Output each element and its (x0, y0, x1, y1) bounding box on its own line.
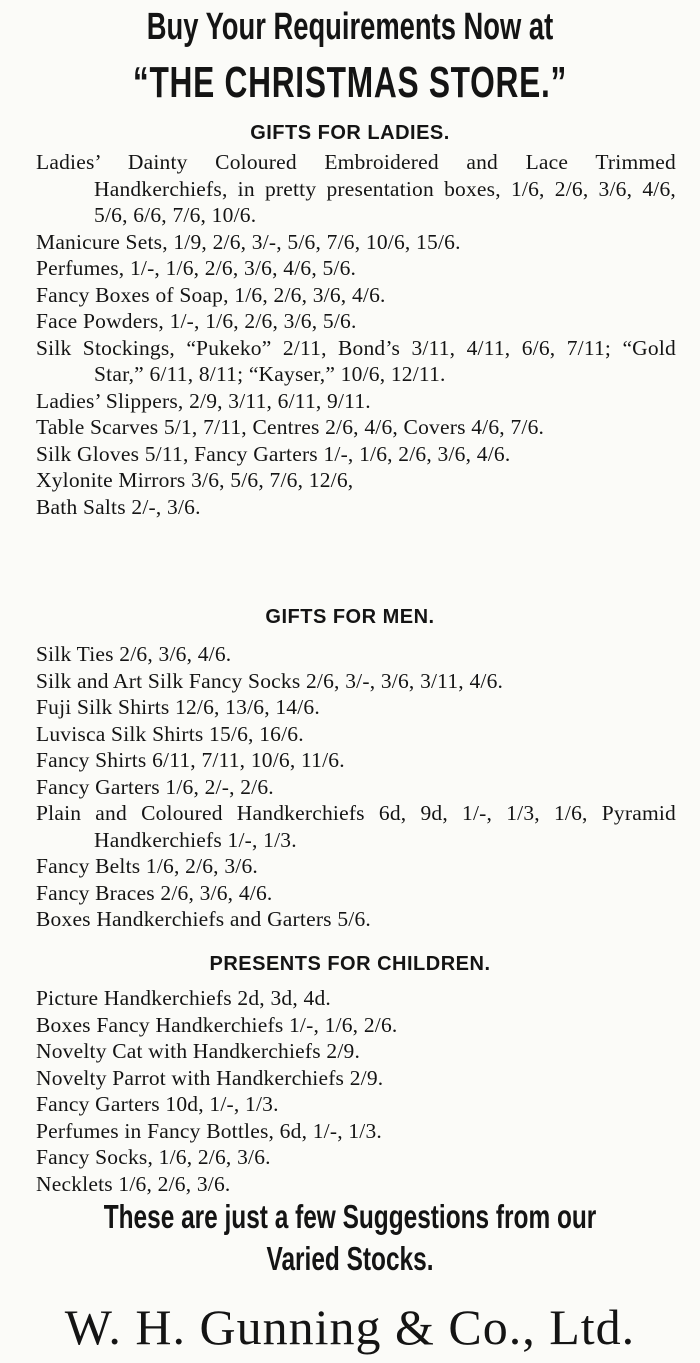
list-item: Fancy Garters 1/6, 2/-, 2/6. (36, 774, 274, 799)
list-item: Picture Handkerchiefs 2d, 3d, 4d. (36, 986, 331, 1010)
list-item: Plain and Coloured Handkerchiefs 6d, 9d, 1/-, 1/3, 1/6, Pyramid Handkerchiefs 1/-, 1/3. (36, 801, 676, 852)
list-item: Bath Salts 2/-, 3/6. (36, 494, 201, 519)
list-item: Silk Stockings, “Pukeko” 2/11, Bond’s 3/11, 4/11, 6/6, 7/11; “Gold Star,” 6/11, 8/11; “Kayser,” 10/6, 12/11. (36, 335, 676, 386)
section-title-men: GIFTS FOR MEN. (265, 606, 435, 628)
company-name: W. H. Gunning & Co., Ltd. (64, 1299, 636, 1355)
list-item: Novelty Cat with Handkerchiefs 2/9. (36, 1039, 361, 1063)
list-item: Silk Ties 2/6, 3/6, 4/6. (36, 642, 232, 666)
list-item: Manicure Sets, 1/9, 2/6, 3/-, 5/6, 7/6, 10/6, 15/6. (36, 229, 461, 254)
list-item: Fuji Silk Shirts 12/6, 13/6, 14/6. (36, 695, 320, 719)
men-gift-list (36, 641, 676, 933)
list-item: Ladies’ Dainty Coloured Embroidered and Lace Trimmed Handkerchiefs, in pretty presentation boxes, 1/6, 2/6, 3/6, 4/6, 5/6, 6/6, 7/6, 10/6. (36, 150, 676, 227)
list-item: Fancy Belts 1/6, 2/6, 3/6. (36, 854, 258, 878)
list-item: Fancy Garters 10d, 1/-, 1/3. (36, 1092, 279, 1116)
list-item: Perfumes in Fancy Bottles, 6d, 1/-, 1/3. (36, 1118, 382, 1143)
list-item: Fancy Boxes of Soap, 1/6, 2/6, 3/6, 4/6. (36, 282, 386, 307)
list-item: Fancy Braces 2/6, 3/6, 4/6. (36, 880, 273, 905)
list-item: Face Powders, 1/-, 1/6, 2/6, 3/6, 5/6. (36, 309, 357, 333)
closing-line-2: Varied Stocks. (266, 1240, 434, 1277)
list-item: Table Scarves 5/1, 7/11, Centres 2/6, 4/6, Covers 4/6, 7/6. (36, 415, 545, 439)
list-item: Ladies’ Slippers, 2/9, 3/11, 6/11, 9/11. (36, 388, 371, 413)
list-item: Novelty Parrot with Handkerchiefs 2/9. (36, 1065, 384, 1090)
list-item: Boxes Handkerchiefs and Garters 5/6. (36, 907, 371, 931)
list-item: Perfumes, 1/-, 1/6, 2/6, 3/6, 4/6, 5/6. (36, 256, 357, 280)
closing-message (91, 1196, 609, 1280)
section-title-children: PRESENTS FOR CHILDREN. (209, 953, 491, 975)
headline-store-name: “THE CHRISTMAS STORE.” (132, 58, 568, 107)
list-item: Fancy Socks, 1/6, 2/6, 3/6. (36, 1145, 271, 1169)
list-item: Silk Gloves 5/11, Fancy Garters 1/-, 1/6, 2/6, 3/6, 4/6. (36, 441, 511, 466)
list-item: Boxes Fancy Handkerchiefs 1/-, 1/6, 2/6. (36, 1012, 398, 1037)
list-item: Necklets 1/6, 2/6, 3/6. (36, 1171, 231, 1196)
list-item: Fancy Shirts 6/11, 7/11, 10/6, 11/6. (36, 748, 345, 772)
children-gift-list (36, 985, 676, 1197)
list-item: Luvisca Silk Shirts 15/6, 16/6. (36, 721, 304, 746)
closing-line-1: These are just a few Suggestions from our (103, 1198, 597, 1235)
headline-line-1: Buy Your Requirements Now at (146, 6, 554, 48)
section-title-ladies: GIFTS FOR LADIES. (250, 122, 450, 144)
list-item: Silk and Art Silk Fancy Socks 2/6, 3/-, 3/6, 3/11, 4/6. (36, 668, 504, 693)
ladies-gift-list (36, 149, 676, 520)
list-item: Xylonite Mirrors 3/6, 5/6, 7/6, 12/6, (36, 468, 354, 492)
